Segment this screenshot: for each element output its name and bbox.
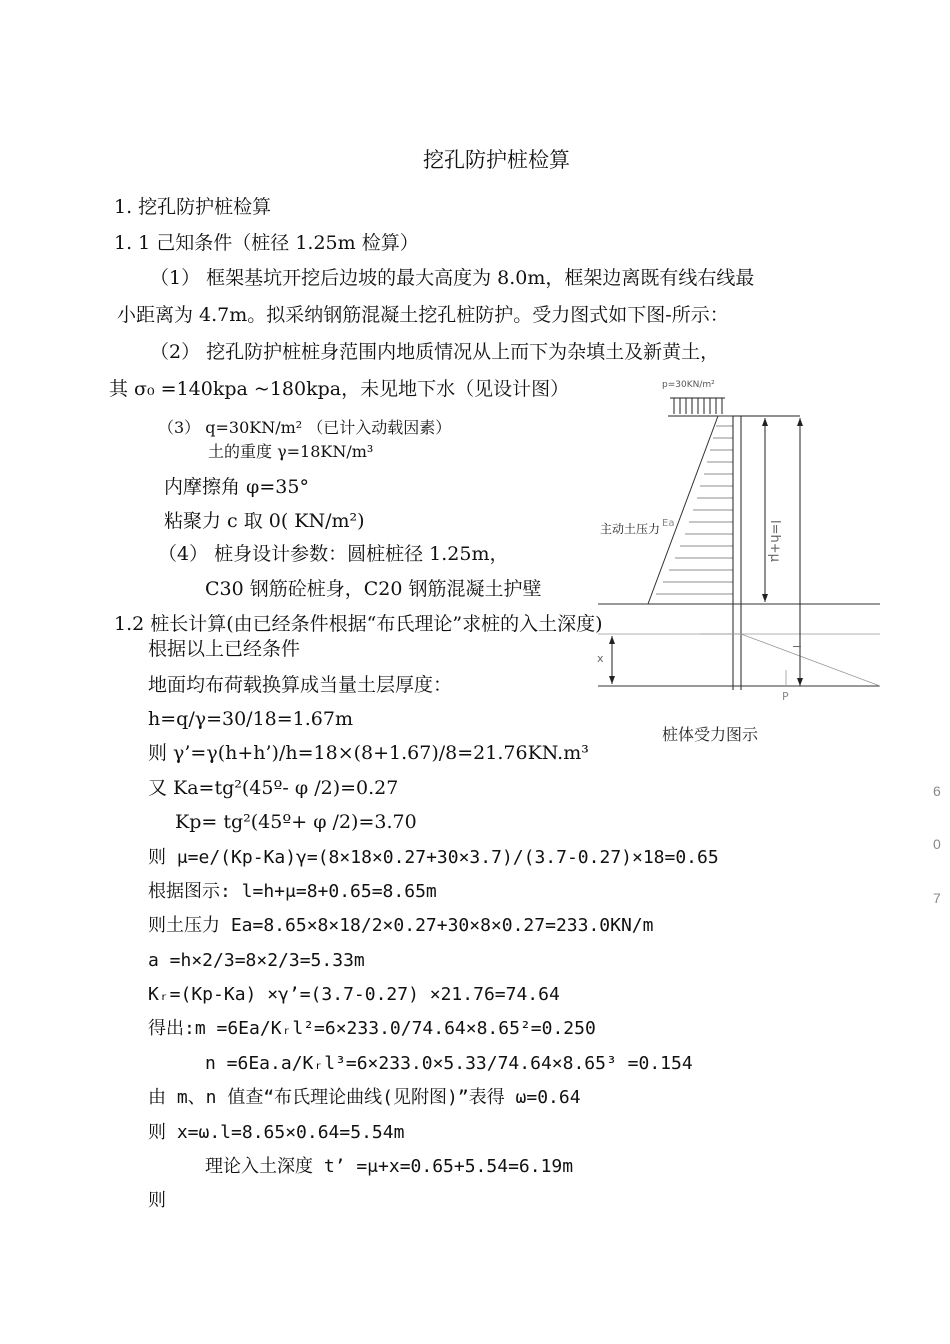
calc-line-8: 根据图示: l=h+μ=8+0.65=8.65m <box>148 881 437 902</box>
section-heading-1: 1. 挖孔防护桩检算 <box>114 196 272 218</box>
passive-pressure-line <box>741 634 880 686</box>
calc-line-14: 由 m、n 值查“布氏理论曲线(见附图)”表得 ω=0.64 <box>148 1087 581 1108</box>
paragraph-3-unit-weight: 土的重度 γ=18KN/m³ <box>208 442 374 461</box>
paragraph-4-line-1: （4） 桩身设计参数：圆桩桩径 1.25m， <box>158 543 509 565</box>
calc-line-9: 则土压力 Ea=8.65×8×18/2×0.27+30×8×0.27=233.0KN/m <box>148 915 654 936</box>
dimension-l-label: l <box>790 644 804 649</box>
margin-mark-2: 0 <box>933 836 941 852</box>
ea-label: Ea <box>662 518 675 529</box>
page-title: 挖孔防护桩检算 <box>423 148 570 172</box>
calc-line-1: 根据以上已经条件 <box>148 638 301 660</box>
section-heading-1-2: 1.2 桩长计算(由已经条件根据“布氏理论”求桩的入土深度) <box>114 613 603 635</box>
pressure-hatching <box>656 426 733 594</box>
paragraph-2-line-2: 其 σ₀ =140kpa ~180kpa，未见地下水（见设计图） <box>109 378 570 400</box>
section-heading-1-1: 1. 1 己知条件（桩径 1.25m 检算） <box>114 232 419 254</box>
p-label: P <box>782 690 789 703</box>
paragraph-3-load: （3） q=30KN/m² （已计入动载因素） <box>158 418 452 437</box>
calc-line-3: h=q/γ=30/18=1.67m <box>148 708 353 730</box>
calc-line-12: 得出:m =6Ea/Kᵣl²=6×233.0/74.64×8.65²=0.250 <box>148 1018 596 1039</box>
calc-line-4: 则 γ’=γ(h+h’)/h=18×(8+1.67)/8=21.76KN.m³ <box>148 742 589 764</box>
calc-line-2: 地面均布荷载换算成当量土层厚度： <box>148 674 453 696</box>
paragraph-4-line-2: C30 钢筋砼桩身，C20 钢筋混凝土护壁 <box>205 578 542 600</box>
margin-mark-1: 6 <box>933 783 941 799</box>
paragraph-1-line-1: （1） 框架基坑开挖后边坡的最大高度为 8.0m，框架边离既有线右线最 <box>150 267 755 289</box>
paragraph-1-line-2: 小距离为 4.7m。拟采纳钢筋混凝土挖孔桩防护。受力图式如下图-所示： <box>117 304 729 326</box>
calc-line-6: Kp= tg²(45º+ φ /2)=3.70 <box>175 811 417 833</box>
calc-line-13: n =6Ea.a/Kᵣl³=6×233.0×5.33/74.64×8.65³ =0.154 <box>205 1053 693 1074</box>
calc-line-5: 又 Ka=tg²(45º- φ /2)=0.27 <box>148 777 399 799</box>
dimension-h-label: l=h+μ <box>767 520 782 562</box>
calc-line-10: a =h×2/3=8×2/3=5.33m <box>148 950 365 971</box>
paragraph-3-cohesion: 粘聚力 c 取 0( KN/m²) <box>164 510 365 532</box>
calc-line-15: 则 x=ω.l=8.65×0.64=5.54m <box>148 1122 405 1143</box>
load-label: p=30KN/m² <box>662 380 715 390</box>
calc-line-7: 则 μ=e/(Kp-Ka)γ=(8×18×0.27+30×3.7)/(3.7-0.27)×18=0.65 <box>148 847 719 868</box>
calc-line-17: 则 <box>148 1190 166 1211</box>
margin-mark-3: 7 <box>933 890 941 906</box>
paragraph-2-line-1: （2） 挖孔防护桩桩身范围内地质情况从上而下为杂填土及新黄土， <box>150 341 720 363</box>
dimension-x-label: x <box>597 652 604 665</box>
calc-line-11: Kᵣ=(Kp-Ka) ×γ’=(3.7-0.27) ×21.76=74.64 <box>148 984 560 1005</box>
pressure-label: 主动土压力 <box>600 522 661 536</box>
paragraph-3-friction-angle: 内摩擦角 φ=35° <box>164 476 309 498</box>
calc-line-16: 理论入土深度 t’ =μ+x=0.65+5.54=6.19m <box>205 1156 574 1177</box>
diagram-caption: 桩体受力图示 <box>662 725 759 744</box>
surcharge-arrows <box>670 398 725 414</box>
